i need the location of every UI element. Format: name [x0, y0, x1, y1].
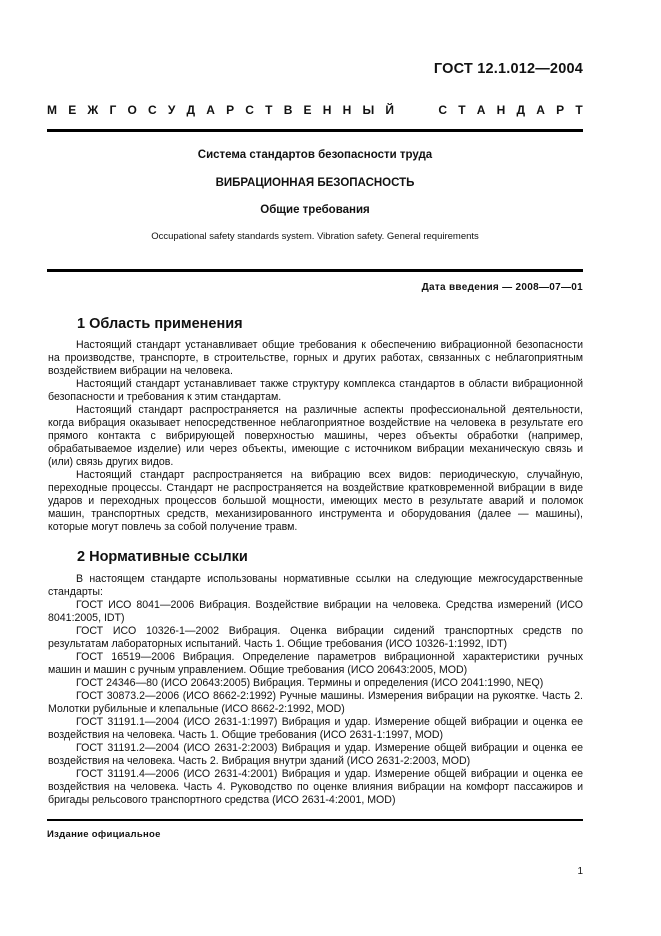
official-edition-label: Издание официальное	[47, 829, 161, 840]
banner-letter: Ы	[362, 103, 375, 117]
reference-item: ГОСТ ИСО 10326-1—2002 Вибрация. Оценка вибрации сидений транспортных средств по результатам лабораторных испытаний. Часть 1. Общие требования (ИСО 10326-1:1992, IDT)	[48, 625, 583, 650]
introduction-date: Дата введения — 2008—07—01	[421, 282, 583, 293]
banner-letter: А	[536, 103, 545, 117]
banner-letter: Т	[575, 103, 583, 117]
banner-letter: А	[206, 103, 215, 117]
banner-letter: А	[476, 103, 486, 117]
banner-letter: М	[47, 103, 57, 117]
reference-item: ГОСТ 24346—80 (ИСО 20643:2005) Вибрация. Термины и определения (ИСО 2041:1990, NEQ)	[76, 677, 544, 689]
interstate-standard-banner	[47, 103, 583, 117]
banner-letter: С	[438, 103, 448, 117]
reference-item: ГОСТ 31191.1—2004 (ИСО 2631-1:1997) Вибрация и удар. Измерение общей вибрации и оценка ее воздействия на человека. Часть 1. Общие требования (ИСО 2631-1:1997, MOD)	[48, 716, 583, 741]
banner-letter: О	[127, 103, 137, 117]
section-body-scope	[48, 339, 583, 534]
banner-letter: Н	[496, 103, 506, 117]
banner-letter: Г	[109, 103, 117, 117]
document-main-title: ВИБРАЦИОННАЯ БЕЗОПАСНОСТЬ	[215, 177, 415, 189]
reference-item: ГОСТ ИСО 8041—2006 Вибрация. Воздействие вибрации на человека. Средства измерений (ИСО 8041:2005, IDT)	[48, 599, 583, 624]
banner-letter: Т	[458, 103, 466, 117]
page-number: 1	[577, 866, 583, 877]
banner-letter: Р	[556, 103, 565, 117]
footer-rule	[47, 819, 583, 821]
header-rule	[47, 129, 583, 132]
banner-letter: Ж	[87, 103, 99, 117]
banner-letter: С	[147, 103, 157, 117]
banner-letter: Т	[265, 103, 273, 117]
banner-letter: Д	[186, 103, 196, 117]
reference-item: ГОСТ 30873.2—2006 (ИСО 8662-2:1992) Ручные машины. Измерения вибрации на рукоятке. Часть 2. Молотки рубильные и клепальные (ИСО 8662-2:1992, MOD)	[48, 690, 583, 715]
reference-item: ГОСТ 16519—2006 Вибрация. Определение параметров вибрационной характеристики ручных машин и машин с ручным управлением. Общие требования (ИСО 20643:2005, MOD)	[48, 651, 583, 676]
paragraph: Настоящий стандарт устанавливает общие требования к обеспечению вибрационной безопасности на производстве, транспорте, в строительстве, горных и других работах, связанных с неблагоприятным воздействием вибрации на человека.	[48, 339, 583, 377]
banner-letter: Е	[68, 103, 77, 117]
reference-item: ГОСТ 31191.4—2006 (ИСО 2631-4:2001) Вибрация и удар. Измерение общей вибрации и оценка ее воздействия на человека. Часть 4. Руководство по оценке влияния вибрации на комфорт пассажиров и бригады рельсового транспортного средства (ИСО 2631-4:2001, MOD)	[48, 768, 583, 806]
banner-letter: Н	[342, 103, 352, 117]
section-heading-normative-references: 2 Нормативные ссылки	[77, 549, 248, 565]
document-subtitle: Общие требования	[260, 204, 370, 216]
english-title: Occupational safety standards system. Vibration safety. General requirements	[151, 231, 479, 242]
banner-letter: Й	[385, 103, 395, 117]
banner-letter: Д	[516, 103, 526, 117]
banner-letter: Е	[303, 103, 312, 117]
section-body-normative-references	[48, 573, 583, 807]
document-code: ГОСТ 12.1.012—2004	[433, 61, 583, 77]
paragraph: Настоящий стандарт распространяется на вибрацию всех видов: периодическую, случайную, переходные процессы. Стандарт не распространяется на воздействие кратковременной вибрации в виде ударов и переходных процессов большой мощности, имеющих место в результате аварий и поломок машин, транспортных средств, механизированного инструмента и оборудования (далее — машины), которые могут повлечь за собой получение травм.	[48, 469, 583, 533]
title-rule	[47, 269, 583, 272]
paragraph: Настоящий стандарт распространяется на различные аспекты профессиональной деятельности, когда вибрация оказывает непосредственное неблагоприятное воздействие на человека в результате его прямого контакта с вибрирующей поверхностью машины, через объекты обработки (например, обрабатываемое изделие) или через объекты, имеющие с источником вибрации механическую связь и (или) связь других видов.	[48, 404, 583, 468]
banner-letter: В	[283, 103, 293, 117]
standards-system-title: Система стандартов безопасности труда	[197, 149, 433, 161]
banner-letter: С	[245, 103, 254, 117]
banner-letter: Н	[322, 103, 332, 117]
paragraph: Настоящий стандарт устанавливает также структуру комплекса стандартов в области вибрационной безопасности и требования к этим стандартам.	[48, 378, 583, 403]
paragraph: В настоящем стандарте использованы нормативные ссылки на следующие межгосударственные стандарты:	[48, 573, 583, 598]
section-heading-scope: 1 Область применения	[77, 316, 243, 332]
banner-letter: Р	[226, 103, 235, 117]
reference-item: ГОСТ 31191.2—2004 (ИСО 2631-2:2003) Вибрация и удар. Измерение общей вибрации и оценка ее воздействия на человека. Часть 2. Вибрация внутри зданий (ИСО 2631-2:2003, MOD)	[48, 742, 583, 767]
word-gap	[405, 103, 427, 117]
banner-letter: У	[167, 103, 176, 117]
